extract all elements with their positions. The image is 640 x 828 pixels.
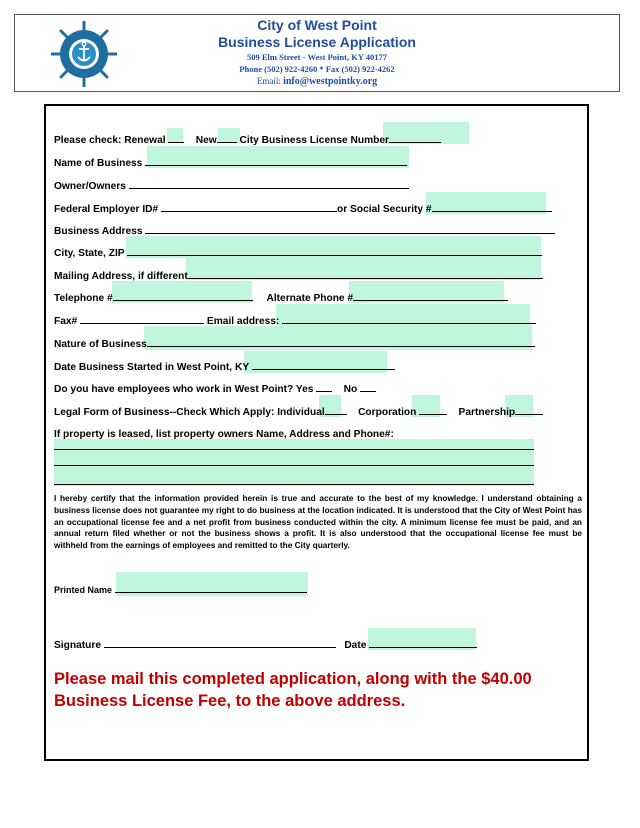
- city-state-zip-row: City, State, ZIP: [54, 246, 542, 260]
- owners-row: Owner/Owners: [54, 179, 409, 193]
- telephone-row: Telephone # Alternate Phone #: [54, 291, 508, 305]
- city-phone: Phone (502) 922-4260 * Fax (502) 922-4262: [239, 64, 395, 74]
- city-address: 509 Elm Street - West Point, KY 40177: [246, 52, 388, 62]
- letterhead: [14, 14, 620, 92]
- business-name-row: Name of Business: [54, 156, 407, 170]
- owners-list-field[interactable]: [54, 439, 534, 486]
- employees-row: Do you have employees who work in West Point? Yes No: [54, 382, 376, 396]
- federal-id-row: Federal Employer ID# or Social Security #: [54, 202, 552, 216]
- city-email: Email: info@westpointky.org: [256, 76, 378, 87]
- nature-row: Nature of Business: [54, 337, 535, 351]
- printed-name-row: Printed Name: [54, 583, 307, 597]
- city-name: City of West Point: [257, 17, 377, 33]
- owners-line-2: [54, 464, 534, 466]
- application-form: [44, 104, 589, 761]
- certification-text: I hereby certify that the information provided herein is true and accurate to the best of my knowledge. I understand obtaining a business license does not guarantee my right to do business at the location indicated. It is understood that the City of West Point has an occupational license fee and a net profit from business conducted within the city. A minimum license fee must be paid, and an annual return filed whether or not the business shows a profit. It is also understood that the occupational license fee must be withheld from the earnings of employees and remitted to the City quarterly.: [54, 493, 582, 551]
- legal-form-row: Legal Form of Business--Check Which Apply: Individual Corporation Partnership: [54, 405, 543, 419]
- owners-line-3: [54, 483, 534, 485]
- leased-row: If property is leased, list property owners Name, Address and Phone#:: [54, 429, 394, 440]
- email-link[interactable]: info@westpointky.org: [283, 76, 378, 87]
- fax-row: Fax# Email address:: [54, 314, 536, 328]
- business-address-row: Business Address: [54, 224, 555, 238]
- renewal-row: Please check: Renewal New City Business License Number: [54, 133, 441, 147]
- owners-line-1: [54, 448, 534, 450]
- form-title: Business License Application: [218, 34, 416, 50]
- signature-row: Signature Date: [54, 638, 477, 652]
- date-started-row: Date Business Started in West Point, KY: [54, 360, 395, 374]
- mail-notice: Please mail this completed application, along with the $40.00 Business License Fee, to the above address.: [54, 670, 532, 710]
- mailing-address-row: Mailing Address, if different: [54, 269, 543, 283]
